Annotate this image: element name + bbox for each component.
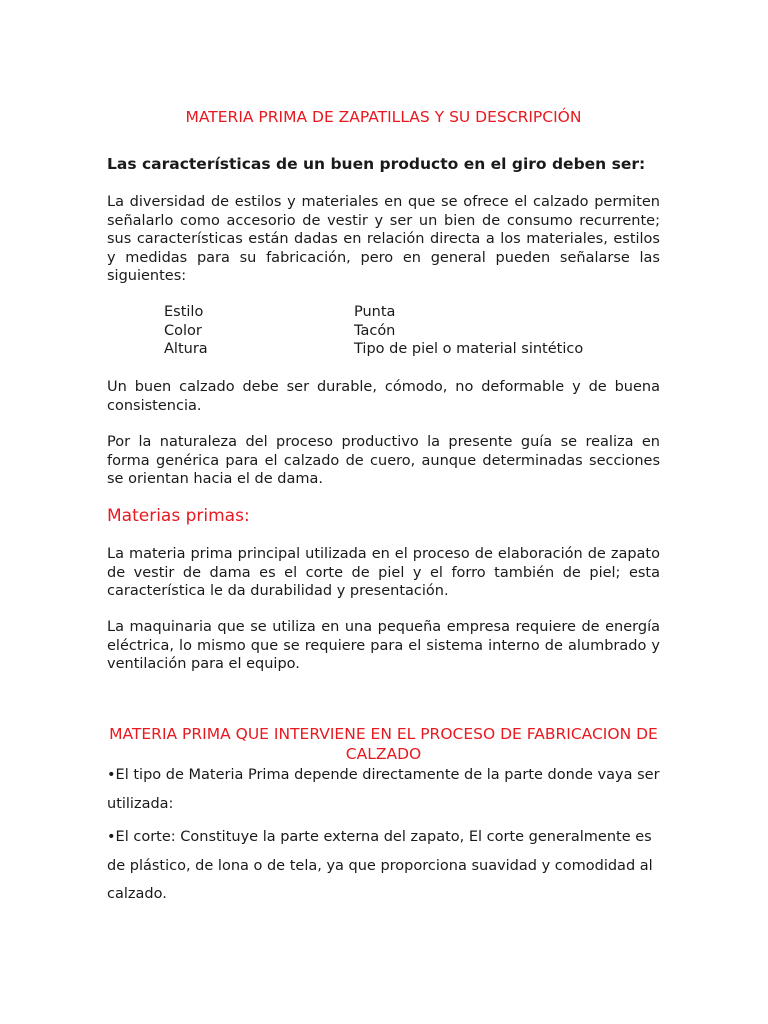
bullet-corte: •El corte: Constituye la parte externa del zapato, El corte generalmente es de plástico, de lona o de tela, ya que proporciona suavidad y comodidad al calzado. (107, 829, 653, 902)
feature-row (164, 322, 634, 341)
paragraph-diversity: La diversidad de estilos y materiales en que se ofrece el calzado permiten señalarlo como accesorio de vestir y ser un bien de consumo recurrente; sus características están dadas en relación directa a los materiales, estilos y medidas para su fabricación, pero en general pueden señalarse las siguientes: (107, 194, 660, 284)
feature-row (164, 340, 634, 359)
paragraph-machinery: La maquinaria que se utiliza en una pequeña empresa requiere de energía eléctrica, lo mismo que se requiere para el sistema interno de alumbrado y ventilación para el equipo. (107, 619, 660, 672)
feature-right: Tipo de piel o material sintético (354, 341, 584, 357)
features-list (164, 303, 634, 359)
characteristics-subheading: Las características de un buen producto en el giro deben ser: (107, 155, 646, 173)
feature-left: Color (164, 322, 202, 339)
feature-row (164, 303, 634, 322)
bullet-material-type: •El tipo de Materia Prima depende directamente de la parte donde vaya ser utilizada: (107, 767, 660, 812)
feature-left: Altura (164, 341, 208, 357)
section-title-raw-material-process: MATERIA PRIMA QUE INTERVIENE EN EL PROCESO DE FABRICACION DE CALZADO (109, 725, 658, 763)
document-title: MATERIA PRIMA DE ZAPATILLAS Y SU DESCRIPCIÓN (185, 108, 582, 126)
feature-right: Tacón (354, 322, 396, 339)
feature-right: Punta (354, 304, 396, 320)
paragraph-good-shoe: Un buen calzado debe ser durable, cómodo, no deformable y de buena consistencia. (107, 379, 660, 414)
feature-left: Estilo (164, 304, 204, 320)
paragraph-production-process: Por la naturaleza del proceso productivo la presente guía se realiza en forma genérica para el calzado de cuero, aunque determinadas secciones se orientan hacia el de dama. (107, 434, 660, 487)
paragraph-main-material: La materia prima principal utilizada en el proceso de elaboración de zapato de vestir de dama es el corte de piel y el forro también de piel; esta característica le da durabilidad y presentación. (107, 546, 660, 599)
section-heading-materias-primas: Materias primas: (107, 506, 250, 526)
